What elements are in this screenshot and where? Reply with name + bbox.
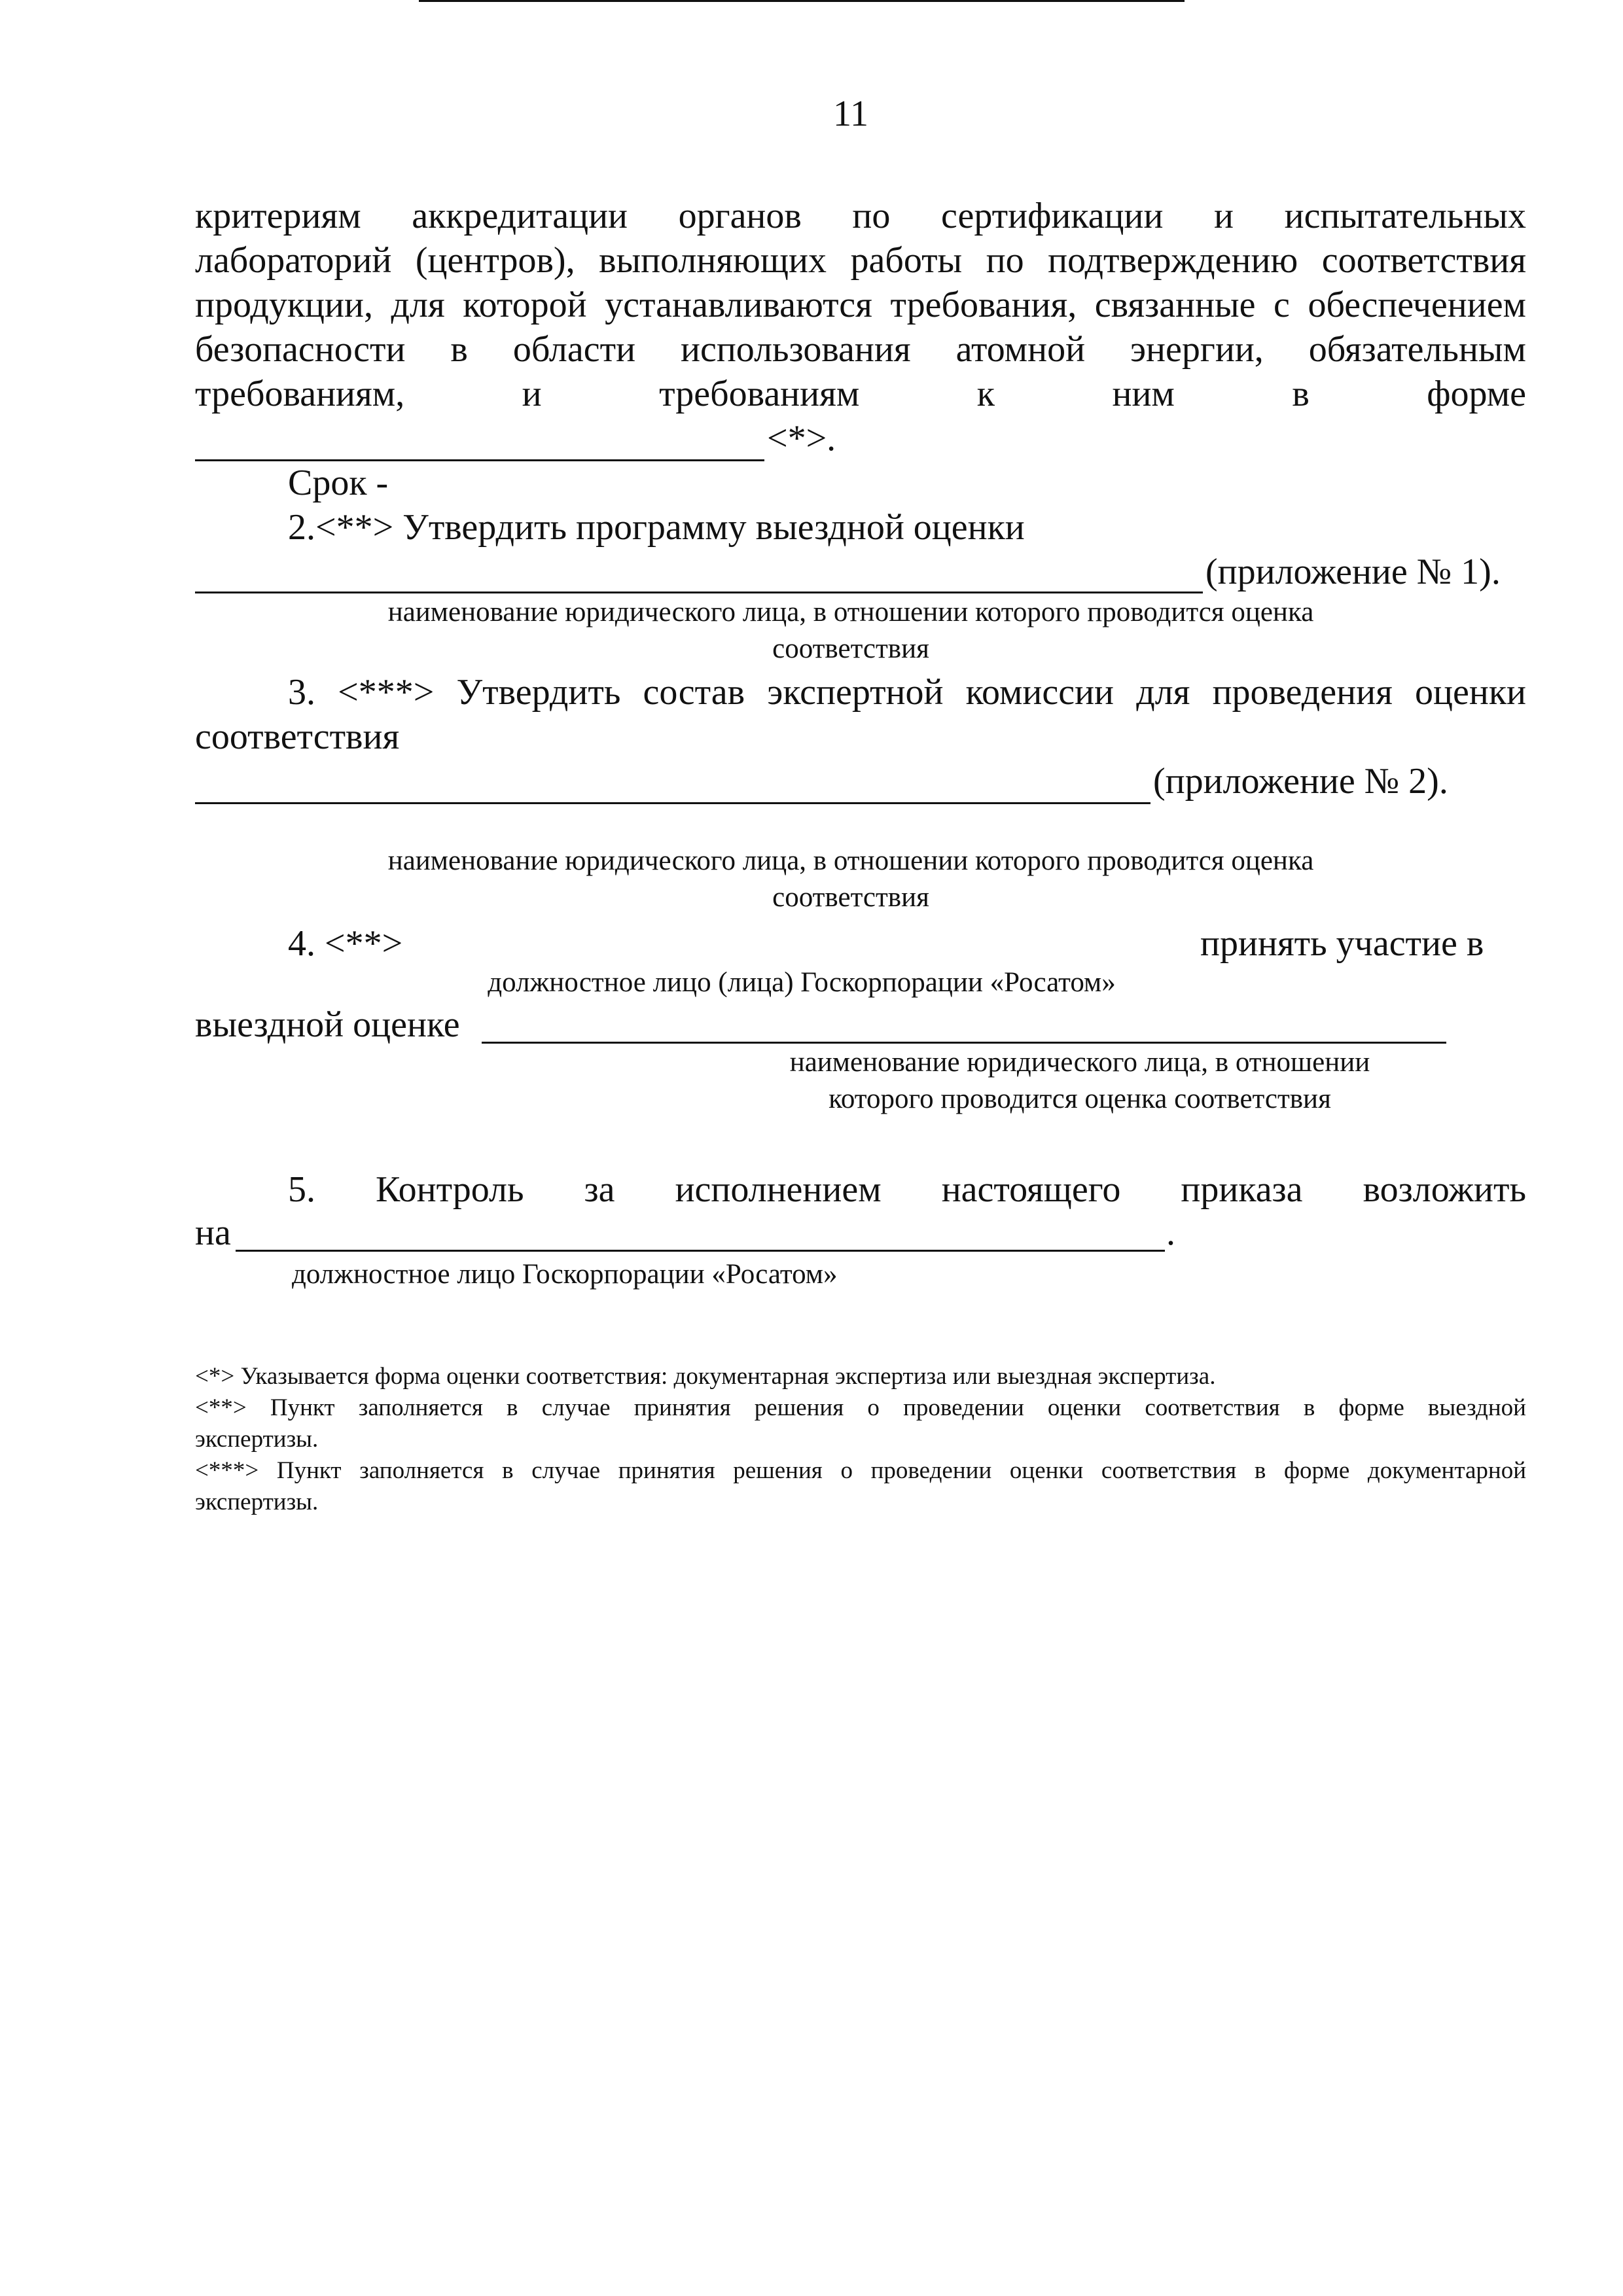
item-2-caption-line-1: наименование юридического лица, в отношении которого проводится оценка bbox=[387, 597, 1314, 627]
intro-line-1: критериям аккредитации органов по сертификации и испытательных bbox=[195, 196, 1526, 236]
item-4-entity-caption-line-1: наименование юридического лица, в отношении bbox=[789, 1047, 1370, 1078]
item-4-line-2-prefix: выездной оценке bbox=[195, 1004, 460, 1045]
intro-line-5: требованиям, и требованиям к ним в форме bbox=[195, 374, 1526, 414]
item-5-line-2-prefix: на bbox=[195, 1212, 231, 1253]
item-4-entity-caption-line-2: которого проводится оценка соответствия bbox=[829, 1084, 1331, 1114]
deadline-label: Срок - bbox=[288, 463, 389, 503]
item-2-text: 2.<**> Утвердить программу выездной оценки bbox=[288, 507, 1025, 548]
item-2-caption-line-2: соответствия bbox=[772, 633, 929, 664]
item-3-appendix: (приложение № 2). bbox=[1153, 761, 1448, 802]
item-4-official-caption: должностное лицо (лица) Госкорпорации «Росатом» bbox=[488, 967, 1116, 998]
item-5-caption: должностное лицо Госкорпорации «Росатом» bbox=[292, 1259, 838, 1290]
intro-line-4: безопасности в области использования атомной энергии, обязательным bbox=[195, 329, 1526, 370]
item-4-participation-text: принять участие в bbox=[1200, 923, 1484, 964]
footnote-1: <*> Указывается форма оценки соответствия: документарная экспертиза или выездная экспертиза. bbox=[195, 1363, 1216, 1390]
form-footnote-mark: <*>. bbox=[767, 418, 836, 459]
intro-line-3: продукции, для которой устанавливаются требования, связанные с обеспечением bbox=[195, 285, 1526, 325]
item-4-official-blank-line bbox=[419, 0, 1185, 2]
form-blank-line bbox=[195, 459, 764, 461]
item-3-caption-line-1: наименование юридического лица, в отношении которого проводится оценка bbox=[387, 845, 1314, 876]
item-5-blank-line bbox=[236, 1250, 1165, 1252]
item-3-line-1: 3. <***> Утвердить состав экспертной комиссии для проведения оценки bbox=[288, 672, 1526, 713]
page-number: 11 bbox=[833, 94, 868, 134]
item-4-prefix: 4. <**> bbox=[288, 923, 403, 964]
item-5-period: . bbox=[1166, 1212, 1175, 1253]
footnote-2-line-1: <**> Пункт заполняется в случае принятия решения о проведении оценки соответствия в форме выездной bbox=[195, 1394, 1526, 1421]
footnote-2-line-2: экспертизы. bbox=[195, 1426, 319, 1453]
item-2-blank-line bbox=[195, 592, 1203, 593]
item-5-line-1: 5. Контроль за исполнением настоящего приказа возложить bbox=[288, 1169, 1526, 1210]
item-2-appendix: (приложение № 1). bbox=[1205, 552, 1501, 592]
intro-line-2: лабораторий (центров), выполняющих работы по подтверждению соответствия bbox=[195, 240, 1526, 281]
item-3-line-2: соответствия bbox=[195, 716, 400, 757]
footnote-3-line-2: экспертизы. bbox=[195, 1489, 319, 1515]
item-3-caption-line-2: соответствия bbox=[772, 882, 929, 913]
item-3-blank-line bbox=[195, 802, 1150, 804]
item-4-entity-blank-line bbox=[482, 1042, 1446, 1044]
footnote-3-line-1: <***> Пункт заполняется в случае принятия решения о проведении оценки соответствия в форме документарной bbox=[195, 1457, 1526, 1484]
